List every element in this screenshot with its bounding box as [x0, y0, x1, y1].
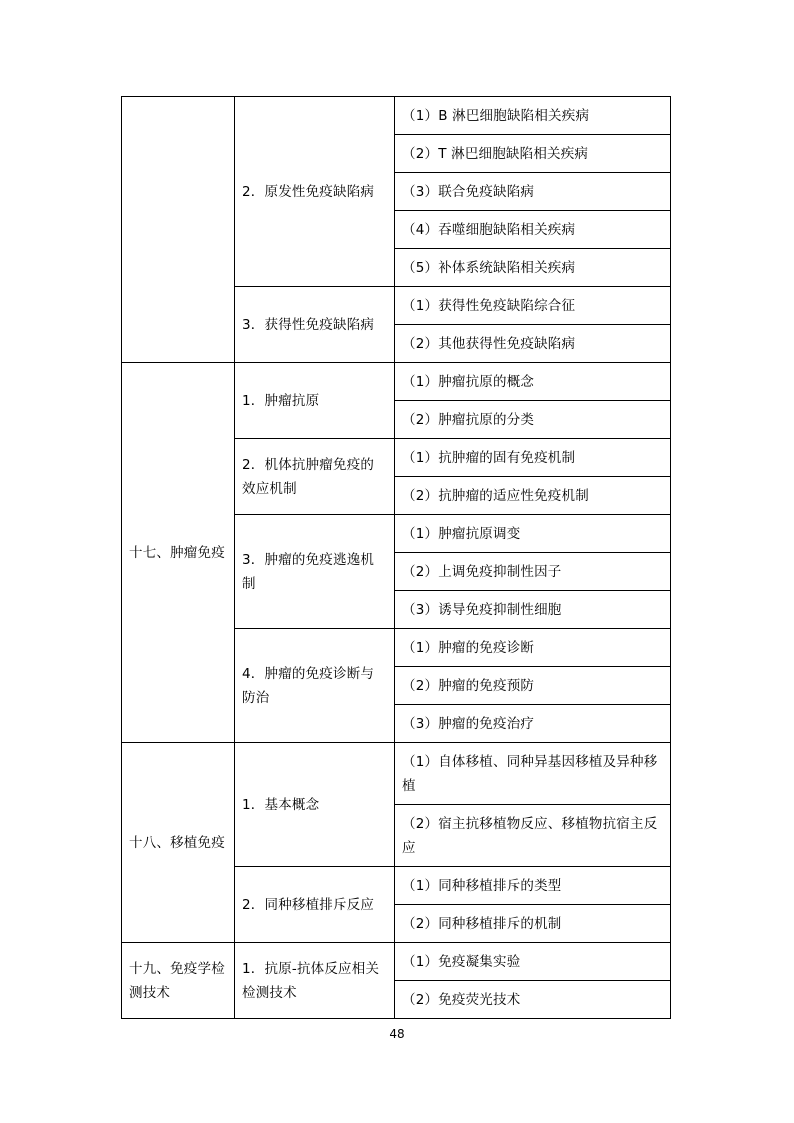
detail-cell: （1）肿瘤抗原调变	[395, 515, 671, 553]
unit-cell: 十八、移植免疫	[122, 743, 235, 943]
table-row	[122, 97, 671, 135]
detail-cell: （1）抗肿瘤的固有免疫机制	[395, 439, 671, 477]
item-cell: 2．原发性免疫缺陷病	[235, 97, 395, 287]
detail-cell: （2）其他获得性免疫缺陷病	[395, 325, 671, 363]
item-cell: 2．机体抗肿瘤免疫的效应机制	[235, 439, 395, 515]
detail-cell: （1）获得性免疫缺陷综合征	[395, 287, 671, 325]
page-number: 48	[389, 1027, 405, 1041]
detail-cell: （1）肿瘤的免疫诊断	[395, 629, 671, 667]
detail-cell: （1）同种移植排斥的类型	[395, 867, 671, 905]
detail-cell: （1）B 淋巴细胞缺陷相关疾病	[395, 97, 671, 135]
item-cell: 3．获得性免疫缺陷病	[235, 287, 395, 363]
item-cell: 1．肿瘤抗原	[235, 363, 395, 439]
detail-cell: （1）免疫凝集实验	[395, 943, 671, 981]
detail-cell: （1）肿瘤抗原的概念	[395, 363, 671, 401]
detail-cell: （3）肿瘤的免疫治疗	[395, 705, 671, 743]
item-cell: 1．基本概念	[235, 743, 395, 867]
detail-cell: （2）免疫荧光技术	[395, 981, 671, 1019]
detail-cell: （2）上调免疫抑制性因子	[395, 553, 671, 591]
detail-cell: （4）吞噬细胞缺陷相关疾病	[395, 211, 671, 249]
detail-cell: （2）肿瘤的免疫预防	[395, 667, 671, 705]
table-row	[122, 743, 671, 805]
detail-cell: （3）诱导免疫抑制性细胞	[395, 591, 671, 629]
unit-cell-empty	[122, 97, 235, 363]
detail-cell: （2）同种移植排斥的机制	[395, 905, 671, 943]
table-row	[122, 943, 671, 981]
detail-cell: （2）宿主抗移植物反应、移植物抗宿主反应	[395, 805, 671, 867]
item-cell: 3．肿瘤的免疫逃逸机制	[235, 515, 395, 629]
item-cell: 4．肿瘤的免疫诊断与防治	[235, 629, 395, 743]
detail-cell: （1）自体移植、同种异基因移植及异种移植	[395, 743, 671, 805]
detail-cell: （3）联合免疫缺陷病	[395, 173, 671, 211]
item-cell: 1．抗原-抗体反应相关检测技术	[235, 943, 395, 1019]
unit-cell: 十七、肿瘤免疫	[122, 363, 235, 743]
detail-cell: （2）T 淋巴细胞缺陷相关疾病	[395, 135, 671, 173]
unit-cell: 十九、免疫学检测技术	[122, 943, 235, 1019]
detail-cell: （2）抗肿瘤的适应性免疫机制	[395, 477, 671, 515]
detail-cell: （2）肿瘤抗原的分类	[395, 401, 671, 439]
table-row	[122, 363, 671, 401]
detail-cell: （5）补体系统缺陷相关疾病	[395, 249, 671, 287]
item-cell: 2．同种移植排斥反应	[235, 867, 395, 943]
syllabus-table	[121, 96, 671, 1019]
